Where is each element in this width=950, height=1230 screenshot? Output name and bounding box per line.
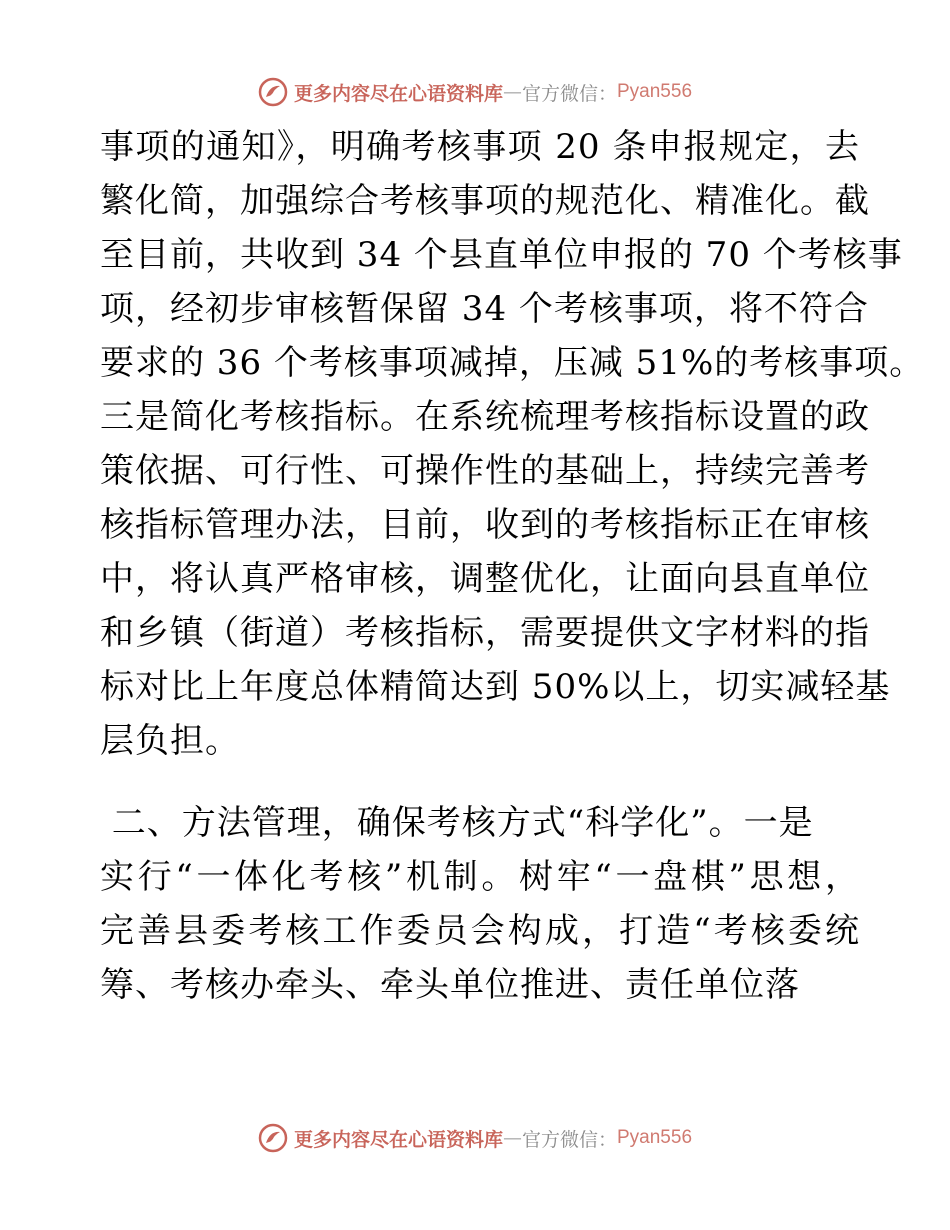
text-line: 项，经初步审核暂保留 34 个考核事项，将不符合 [100,289,869,329]
document-body [100,120,925,1012]
watermark-dash: — [502,81,522,103]
text-line: 层负担。 [100,721,240,761]
text-line: 二、方法管理，确保考核方式“科学化”。一是 [100,803,814,843]
watermark-library-text: 更多内容尽在心语资料库 [293,82,503,105]
watermark-wechat-id: Pyan556 [617,81,693,102]
library-logo-icon [258,77,288,107]
text-line: 核指标管理办法，目前，收到的考核指标正在审核 [100,505,870,545]
watermark-library-text: 更多内容尽在心语资料库 [293,1128,503,1151]
watermark-dash: — [502,1127,522,1149]
paragraph-gap [100,768,860,796]
paragraph-1 [100,120,925,768]
library-logo-icon [258,1123,288,1153]
text-line: 实行“一体化考核”机制。树牢“一盘棋”思想， [100,857,860,897]
text-line: 三是简化考核指标。在系统梳理考核指标设置的政 [100,397,870,437]
text-line: 筹、考核办牵头、牵头单位推进、责任单位落 [100,965,800,1005]
text-line: 至目前，共收到 34 个县直单位申报的 70 个考核事 [100,235,903,275]
watermark-wechat-label: 官方微信： [521,1128,617,1151]
text-line: 标对比上年度总体精简达到 50%以上，切实减轻基 [100,667,891,707]
text-line: 事项的通知》，明确考核事项 20 条申报规定，去 [100,127,860,167]
watermark-wechat-label: 官方微信： [521,82,617,105]
footer-watermark [0,1118,950,1158]
text-line: 策依据、可行性、可操作性的基础上，持续完善考 [100,451,870,491]
text-line: 繁化简，加强综合考核事项的规范化、精准化。截 [100,181,870,221]
text-line: 要求的 36 个考核事项减掉，压减 51%的考核事项。 [100,343,925,383]
header-watermark [0,72,950,112]
text-line: 和乡镇（街道）考核指标，需要提供文字材料的指 [100,613,870,653]
paragraph-2 [100,796,860,1012]
text-line: 完善县委考核工作委员会构成，打造“考核委统 [100,911,860,951]
text-line: 中，将认真严格审核，调整优化，让面向县直单位 [100,559,870,599]
watermark-wechat-id: Pyan556 [617,1127,693,1148]
